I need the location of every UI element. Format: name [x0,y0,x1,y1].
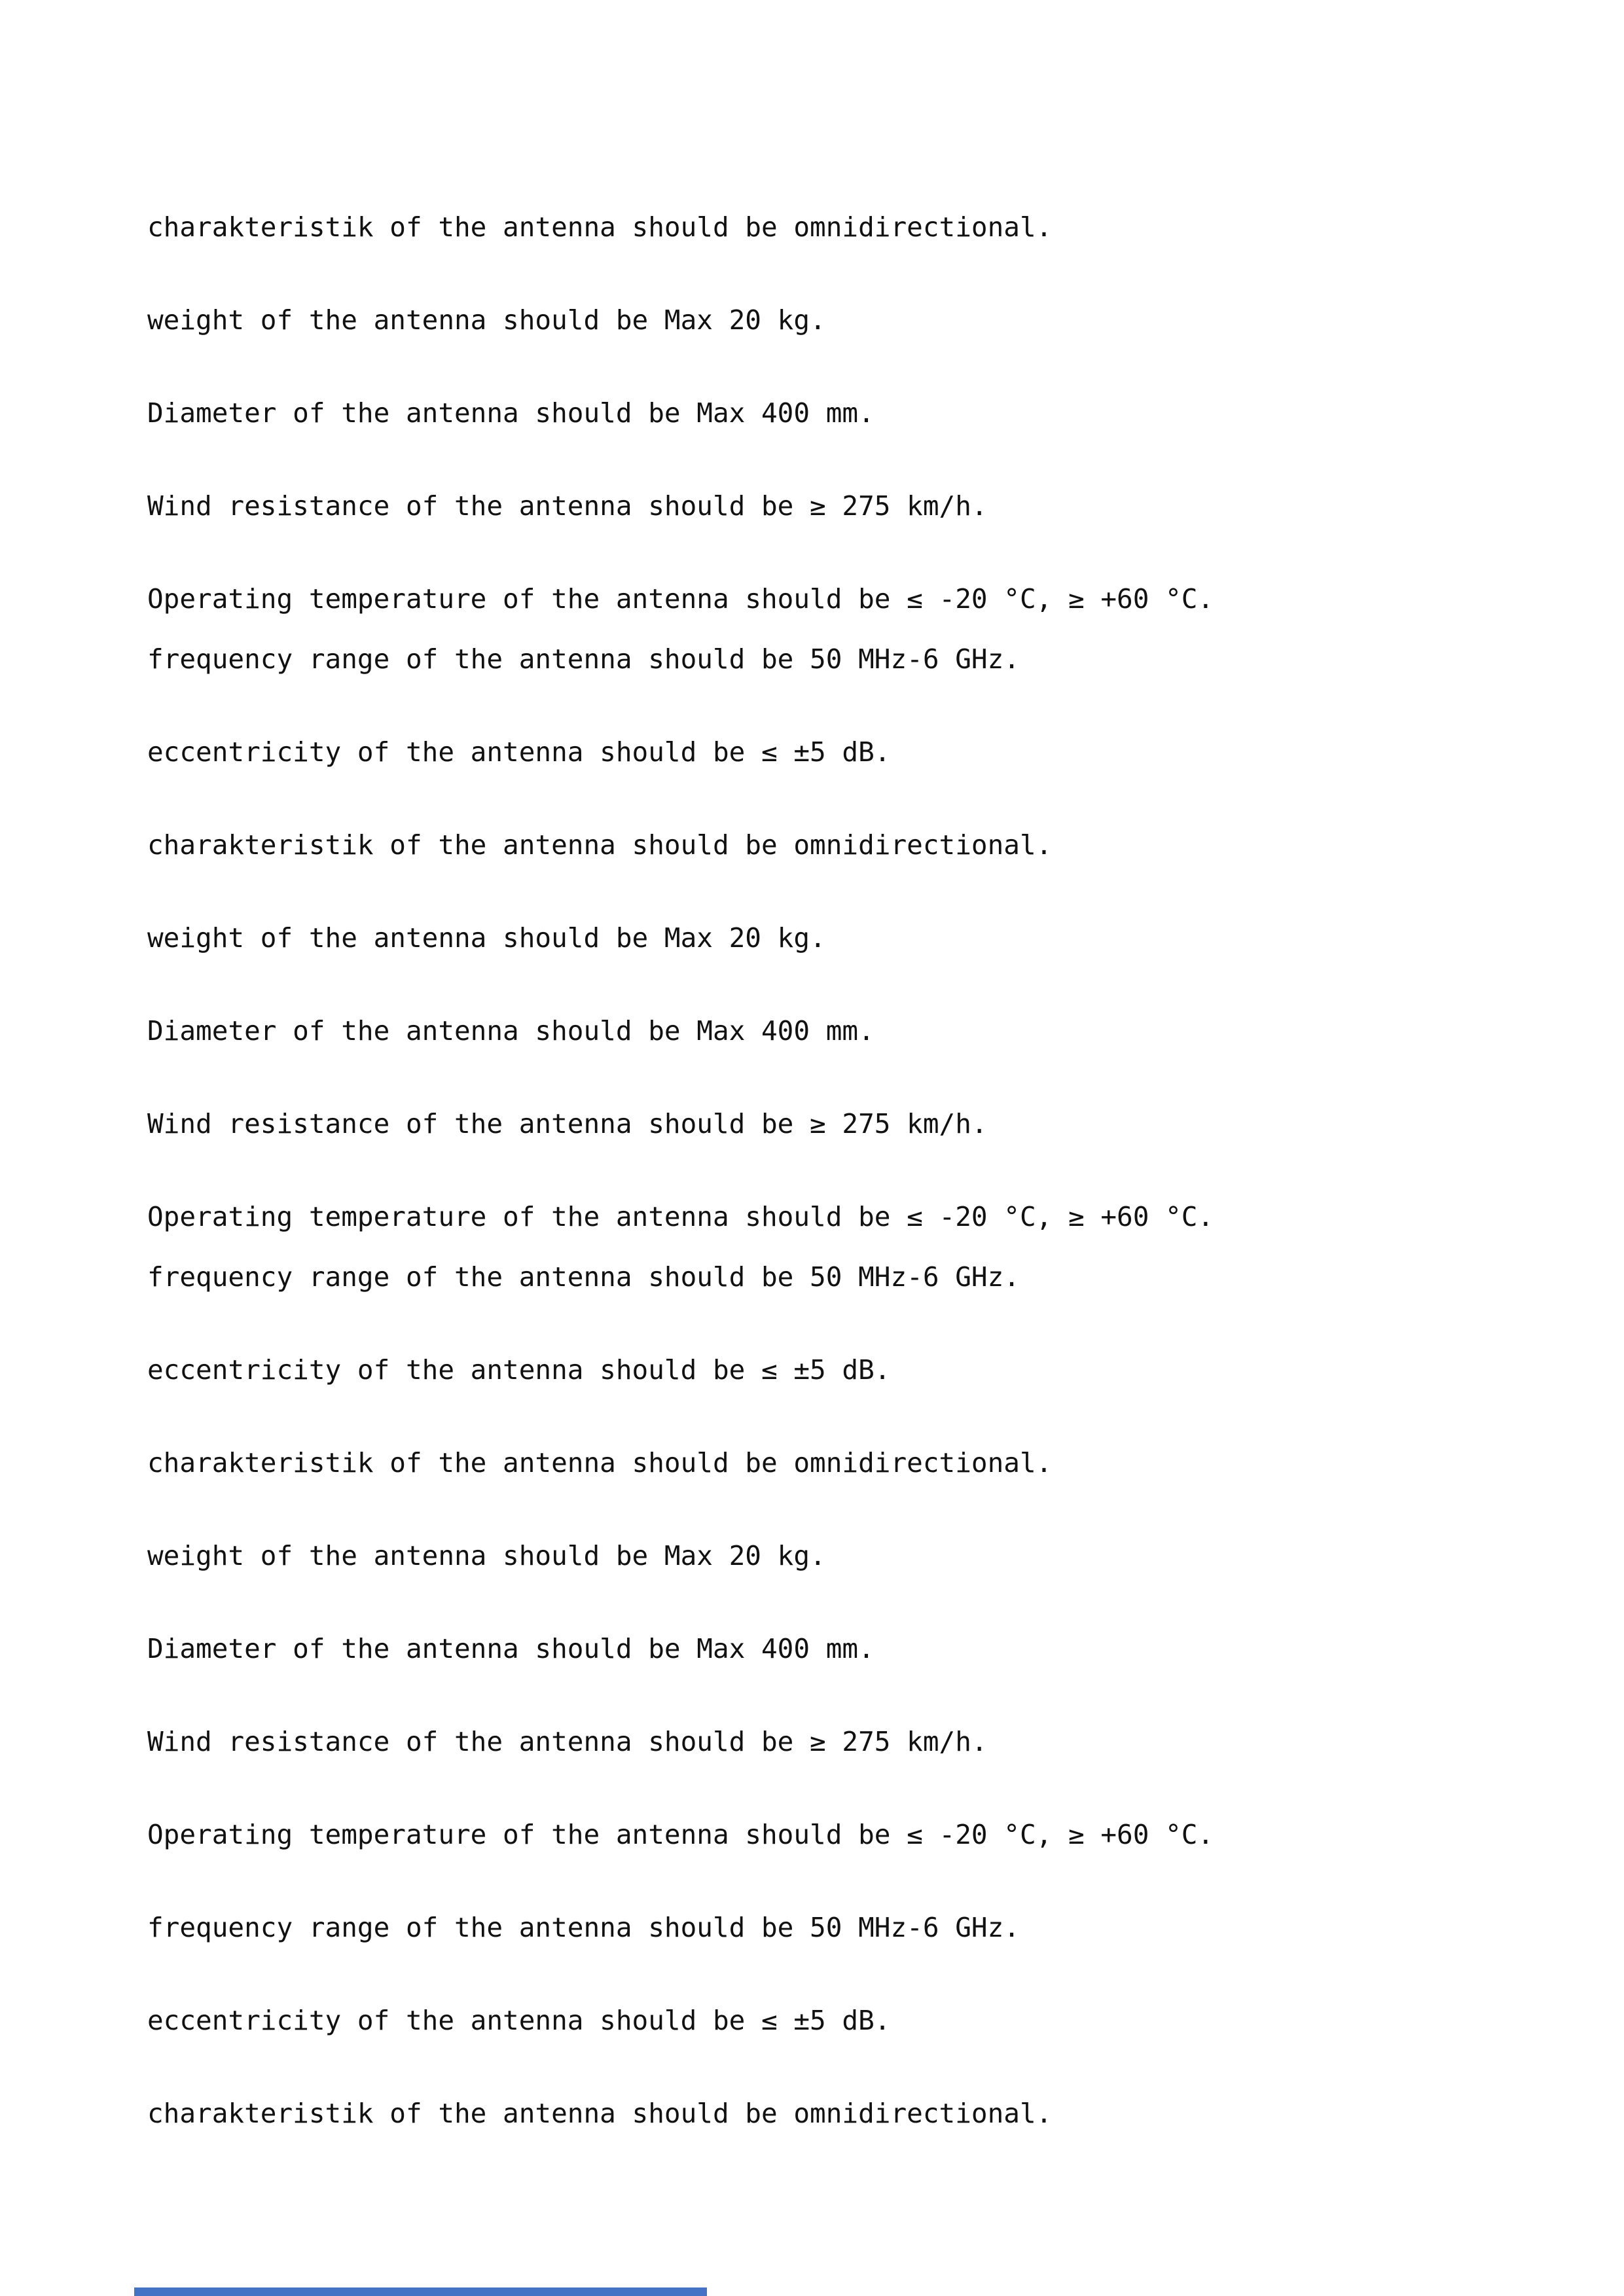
spec-line: Diameter of the antenna should be Max 400 mm. [147,1015,875,1047]
spec-line: frequency range of the antenna should be 50 MHz-6 GHz. [147,1912,1020,1943]
spec-line: frequency range of the antenna should be 50 MHz-6 GHz. [147,1261,1020,1293]
spec-line: charakteristik of the antenna should be omnidirectional. [147,829,1053,861]
spec-line: Wind resistance of the antenna should be ≥ 275 km/h. [147,490,988,522]
spec-line: eccentricity of the antenna should be ≤ ±5 dB. [147,1354,891,1386]
spec-line: weight of the antenna should be Max 20 kg. [147,304,826,336]
spec-line: charakteristik of the antenna should be omnidirectional. [147,1447,1053,1479]
spec-line: eccentricity of the antenna should be ≤ ±5 dB. [147,736,891,768]
spec-line: Operating temperature of the antenna should be ≤ -20 °C, ≥ +60 °C. [147,1819,1214,1850]
document-body [147,211,1585,2130]
table-header-bar [134,2287,707,2296]
spec-line: Operating temperature of the antenna should be ≤ -20 °C, ≥ +60 °C. [147,1201,1214,1232]
spec-line: charakteristik of the antenna should be omnidirectional. [147,211,1053,243]
spec-line: Wind resistance of the antenna should be ≥ 275 km/h. [147,1108,988,1139]
spec-line: frequency range of the antenna should be 50 MHz-6 GHz. [147,643,1020,675]
spec-line: Operating temperature of the antenna should be ≤ -20 °C, ≥ +60 °C. [147,583,1214,615]
spec-line: Diameter of the antenna should be Max 400 mm. [147,397,875,429]
spec-line: eccentricity of the antenna should be ≤ ±5 dB. [147,2005,891,2036]
spec-line: charakteristik of the antenna should be omnidirectional. [147,2098,1053,2129]
spec-line: weight of the antenna should be Max 20 kg. [147,1540,826,1571]
spec-line: Wind resistance of the antenna should be ≥ 275 km/h. [147,1726,988,1757]
spec-line: Diameter of the antenna should be Max 400 mm. [147,1633,875,1664]
spec-line: weight of the antenna should be Max 20 kg. [147,922,826,954]
